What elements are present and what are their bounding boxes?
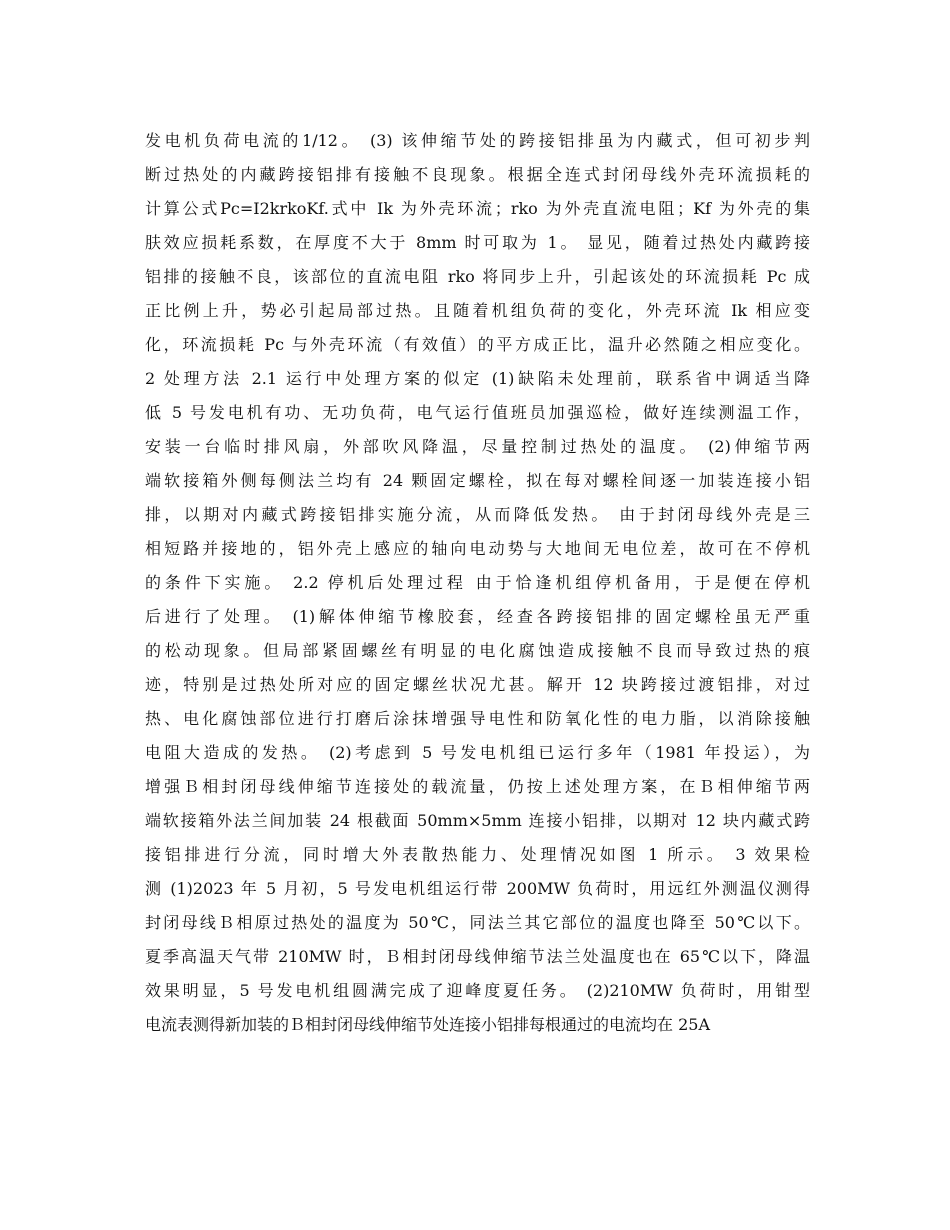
- text-line: 的条件下实施。 2.2 停机后处理过程 由于恰逢机组停机备用，于是便在停机: [145, 573, 810, 592]
- text-line: 排，以期对内藏式跨接铝排实施分流，从而降低发热。 由于封闭母线外壳是三: [145, 505, 810, 524]
- text-line: 电流表测得新加装的Ｂ相封闭母线伸缩节处连接小铝排每根通过的电流均在 25A: [145, 1015, 711, 1034]
- text-line: 效果明显，5 号发电机组圆满完成了迎峰度夏任务。 (2)210MW 负荷时，用钳型: [145, 981, 810, 1000]
- text-line: 低 5 号发电机有功、无功负荷，电气运行值班员加强巡检，做好连续测温工作，: [145, 403, 810, 422]
- text-line: 电阻大造成的发热。 (2)考虑到 5 号发电机组已运行多年（1981 年投运），为: [145, 743, 810, 762]
- text-line: 端软接箱外法兰间加装 24 根截面 50mm×5mm 连接小铝排，以期对 12 块内藏式跨: [145, 811, 810, 830]
- text-line: 肤效应损耗系数，在厚度不大于 8mm 时可取为 1。 显见，随着过热处内藏跨接: [145, 233, 810, 252]
- text-line: 后进行了处理。 (1)解体伸缩节橡胶套，经查各跨接铝排的固定螺栓虽无严重: [145, 607, 810, 626]
- text-line: 化，环流损耗 Pc 与外壳环流（有效值）的平方成正比，温升必然随之相应变化。: [145, 335, 810, 354]
- text-line: 计算公式Pc=I2krkoKf.式中 Ik 为外壳环流；rko 为外壳直流电阻；Kf 为外壳的集: [145, 199, 810, 218]
- text-line: 的松动现象。但局部紧固螺丝有明显的电化腐蚀造成接触不良而导致过热的痕: [145, 641, 810, 660]
- text-line: 2 处理方法 2.1 运行中处理方案的似定 (1)缺陷未处理前，联系省中调适当降: [145, 369, 810, 388]
- text-line: 铝排的接触不良，该部位的直流电阻 rko 将同步上升，引起该处的环流损耗 Pc 成: [145, 267, 810, 286]
- text-line: 增强Ｂ相封闭母线伸缩节连接处的载流量，仍按上述处理方案，在Ｂ相伸缩节两: [145, 777, 810, 796]
- text-line: 端软接箱外侧每侧法兰均有 24 颗固定螺栓，拟在每对螺栓间逐一加装连接小铝: [145, 471, 810, 490]
- text-line: 测 (1)2023 年 5 月初，5 号发电机组运行带 200MW 负荷时，用远红外测温仪测得: [145, 879, 810, 898]
- text-line: 发电机负荷电流的1/12。 (3) 该伸缩节处的跨接铝排虽为内藏式，但可初步判: [145, 131, 810, 150]
- text-line: 正比例上升，势必引起局部过热。且随着机组负荷的变化，外壳环流 Ik 相应变: [145, 301, 810, 320]
- text-line: 封闭母线Ｂ相原过热处的温度为 50℃，同法兰其它部位的温度也降至 50℃以下。: [145, 913, 810, 932]
- body-text: [145, 124, 810, 1042]
- text-line: 夏季高温天气带 210MW 时，Ｂ相封闭母线伸缩节法兰处温度也在 65℃以下，降温: [145, 947, 810, 966]
- text-line: 安装一台临时排风扇，外部吹风降温，尽量控制过热处的温度。 (2)伸缩节两: [145, 437, 810, 456]
- text-line: 接铝排进行分流，同时增大外表散热能力、处理情况如图 1 所示。 3 效果检: [145, 845, 810, 864]
- text-line: 相短路并接地的，铝外壳上感应的轴向电动势与大地间无电位差，故可在不停机: [145, 539, 810, 558]
- text-line: 断过热处的内藏跨接铝排有接触不良现象。根据全连式封闭母线外壳环流损耗的: [145, 165, 810, 184]
- text-line: 迹，特别是过热处所对应的固定螺丝状况尤甚。解开 12 块跨接过渡铝排，对过: [145, 675, 810, 694]
- text-line: 热、电化腐蚀部位进行打磨后涂抹增强导电性和防氧化性的电力脂，以消除接触: [145, 709, 810, 728]
